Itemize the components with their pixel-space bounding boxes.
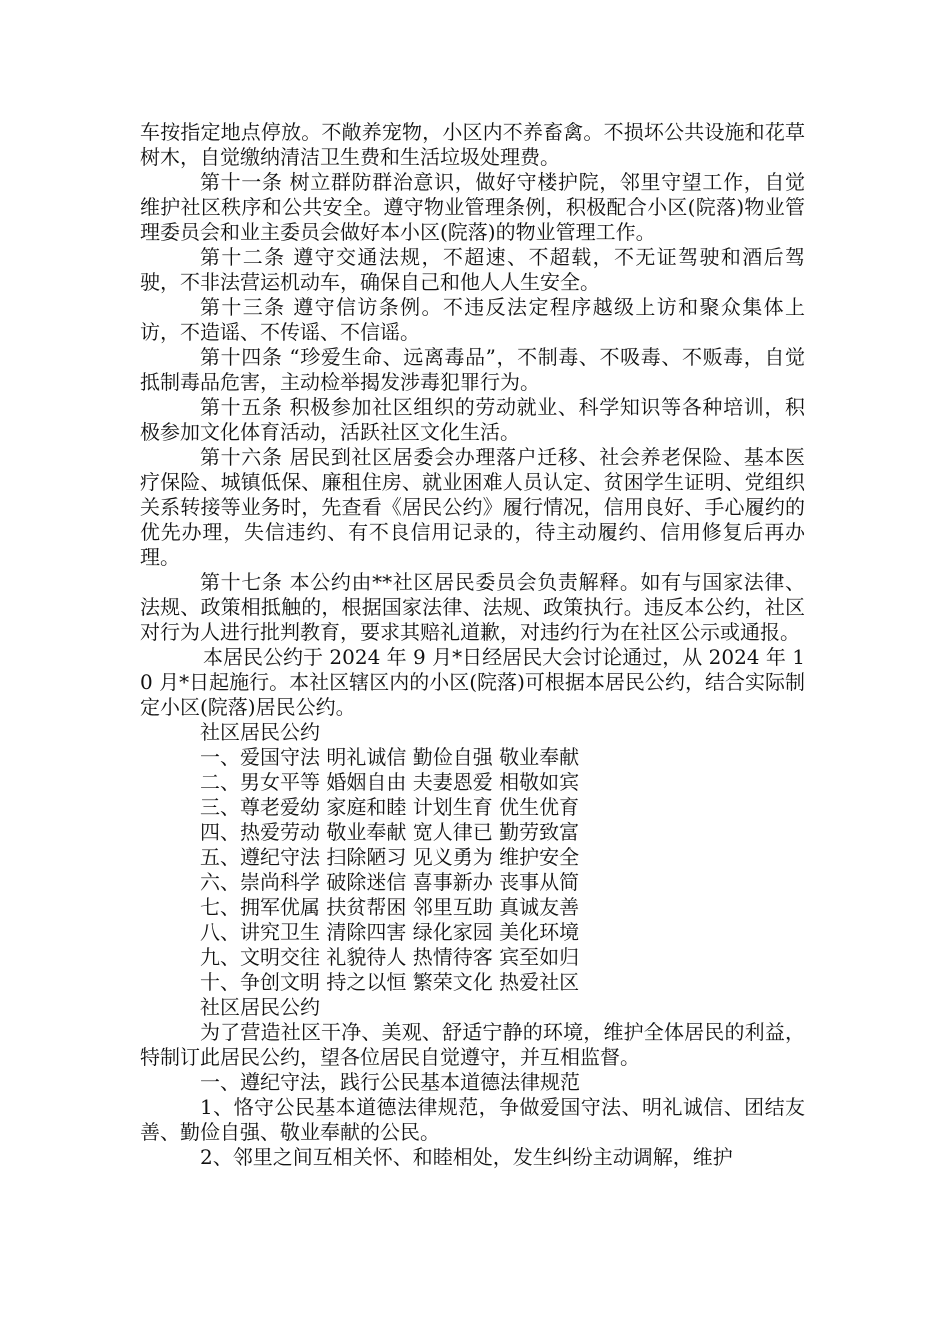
paragraph-continuation: 车按指定地点停放。不敞养宠物，小区内不养畜禽。不损坏公共设施和花草树木，自觉缴纳清洁卫生费和生活垃圾处理费。 <box>140 120 805 169</box>
section-heading: 一、遵纪守法，践行公民基本道德法律规范 <box>200 1070 580 1094</box>
convention-intro: 为了营造社区干净、美观、舒适宁静的环境，维护全体居民的利益，特制订此居民公约，望各位居民自觉遵守，并互相监督。 <box>140 1020 805 1069</box>
convention-title: 社区居民公约 <box>200 720 320 744</box>
convention-item: 三、尊老爱幼 家庭和睦 计划生育 优生优育 <box>200 795 580 819</box>
convention-item: 四、热爱劳动 敬业奉献 宽人律已 勤劳致富 <box>200 820 580 844</box>
article-13: 第十三条 遵守信访条例。不违反法定程序越级上访和聚众集体上访，不造谣、不传谣、不信谣。 <box>140 295 805 344</box>
article-15: 第十五条 积极参加社区组织的劳动就业、科学知识等各种培训，积极参加文化体育活动，活跃社区文化生活。 <box>140 395 805 444</box>
convention-item: 十、争创文明 持之以恒 繁荣文化 热爱社区 <box>200 970 580 994</box>
convention-title-2: 社区居民公约 <box>200 995 320 1019</box>
article-17: 第十七条 本公约由**社区居民委员会负责解释。如有与国家法律、法规、政策相抵触的，根据国家法律、法规、政策执行。违反本公约，社区对行为人进行批判教育，要求其赔礼道歉，对违约行为在社区公示或通报。 <box>140 570 805 644</box>
convention-item: 五、遵纪守法 扫除陋习 见义勇为 维护安全 <box>200 845 580 869</box>
convention-item: 六、崇尚科学 破除迷信 喜事新办 丧事从简 <box>200 870 580 894</box>
article-16: 第十六条 居民到社区居委会办理落户迁移、社会养老保险、基本医疗保险、城镇低保、廉租住房、就业困难人员认定、贫困学生证明、党组织关系转接等业务时，先查看《居民公约》履行情况，信用良好、手心履约的优先办理，失信违约、有不良信用记录的，待主动履约、信用修复后再办理。 <box>140 445 805 569</box>
convention-item: 一、爱国守法 明礼诚信 勤俭自强 敬业奉献 <box>200 745 580 769</box>
convention-item: 二、男女平等 婚姻自由 夫妻恩爱 相敬如宾 <box>200 770 580 794</box>
section-item: 2、邻里之间互相关怀、和睦相处，发生纠纷主动调解，维护 <box>200 1145 733 1169</box>
article-11: 第十一条 树立群防群治意识，做好守楼护院，邻里守望工作，自觉维护社区秩序和公共安全。遵守物业管理条例，积极配合小区(院落)物业管理委员会和业主委员会做好本小区(院落)的物业管理工作。 <box>140 170 805 244</box>
convention-item: 九、文明交往 礼貌待人 热情待客 宾至如归 <box>200 945 580 969</box>
document-body <box>140 120 805 1170</box>
article-14: 第十四条 “珍爱生命、远离毒品”，不制毒、不吸毒、不贩毒，自觉抵制毒品危害，主动检举揭发涉毒犯罪行为。 <box>140 345 805 394</box>
convention-item: 七、拥军优属 扶贫帮困 邻里互助 真诚友善 <box>200 895 580 919</box>
convention-item: 八、讲究卫生 清除四害 绿化家园 美化环境 <box>200 920 580 944</box>
section-item: 1、恪守公民基本道德法律规范，争做爱国守法、明礼诚信、团结友善、勤俭自强、敬业奉献的公民。 <box>140 1095 805 1144</box>
effective-date-paragraph: 本居民公约于 2024 年 9 月*日经居民大会讨论通过，从 2024 年 10 月*日起施行。本社区辖区内的小区(院落)可根据本居民公约，结合实际制定小区(院落)居民公约。 <box>140 645 805 719</box>
article-12: 第十二条 遵守交通法规，不超速、不超载，不无证驾驶和酒后驾驶，不非法营运机动车，确保自己和他人人生安全。 <box>140 245 805 294</box>
